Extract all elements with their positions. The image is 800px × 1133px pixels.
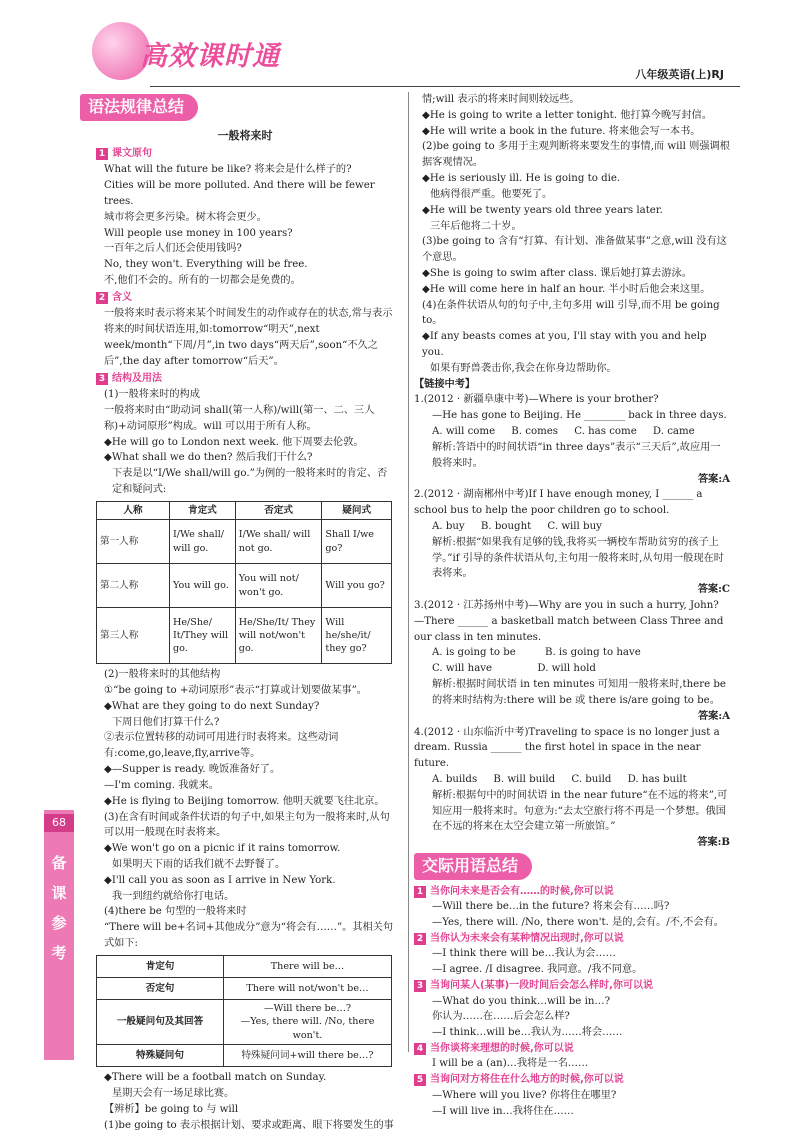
- page-number: 68: [44, 814, 74, 832]
- text-line: (1)be going to 表示根据计划、要求或距离、眼下将要发生的事: [104, 1119, 394, 1131]
- text-line: ◆He is seriously ill. He is going to die.: [422, 173, 621, 185]
- side-tab: [44, 810, 74, 1060]
- text-line: 如果有野兽袭击你,我会在你身边帮助你。: [430, 362, 617, 374]
- topic-label: 当你问未来是否会有……的时候,你可以说: [430, 885, 614, 897]
- topic-line: —I agree. /I disagree. 我同意。/我不同意。: [432, 964, 643, 976]
- topic-line: I will be a (an)…我将是一名……: [432, 1058, 589, 1070]
- question-text: 1.(2012 · 新疆阜康中考)—Where is your brother?: [414, 394, 659, 406]
- question-options: A. is going to be B. is going to have: [432, 647, 641, 659]
- topic-number: 4: [414, 1043, 426, 1055]
- table-cell: He/She/It/ They will not/won't go.: [235, 608, 322, 664]
- text-line: ◆What shall we do then? 然后我们干什么?: [104, 452, 313, 464]
- book-title: 八年级英语(上)RJ: [635, 68, 724, 81]
- text-line: (2)一般将来时的其他结构: [104, 669, 221, 681]
- table-cell: 第三人称: [97, 608, 170, 664]
- question-answer: 答案:C: [697, 583, 730, 596]
- topic-line: 你认为……在……后会怎么样?: [432, 1011, 570, 1023]
- text-line: ①“be going to +动词原形”表示“打算或计划要做某事”。: [104, 685, 367, 697]
- topic-line: —Where will you live? 你将住在哪里?: [432, 1089, 617, 1101]
- text-line: ◆I'll call you as soon as I arrive in New York.: [104, 874, 336, 886]
- link-exam-title: 【链接中考】: [414, 378, 476, 390]
- topic-label: 当你认为未来会有某种情况出现时,你可以说: [430, 932, 624, 944]
- column-divider: [408, 92, 409, 1052]
- there-be-table: [96, 955, 392, 1067]
- table-cell: You will not/ won't go.: [235, 564, 322, 608]
- left-column: [88, 92, 394, 1133]
- topic-label: 当询问某人(某事)一段时间后会怎么样时,你可以说: [430, 980, 653, 992]
- text-line: 他病得很严重。他要死了。: [430, 188, 553, 200]
- question-3: [414, 598, 730, 725]
- table-header-row: [97, 501, 392, 519]
- text-line: 三年后他将二十岁。: [430, 220, 522, 232]
- table-header: 疑问式: [322, 501, 392, 519]
- text-line: ◆He will come here in half an hour. 半小时后他会来这里。: [422, 283, 711, 295]
- text-line: 城市将会更多污染。树木将会更少。: [104, 211, 267, 223]
- topic-label: 当询问对方将住在什么地方的时候,你可以说: [430, 1074, 624, 1086]
- question-text: —He has gone to Beijing. He ________ back in three days.: [432, 410, 727, 422]
- table-row: [97, 955, 392, 977]
- text-line: No, they won't. Everything will be free.: [104, 259, 308, 271]
- text-line: 一般将来时由“助动词 shall(第一人称)/will(第一、二、三人称)+动词原形”构成。will 可以用于所有人称。: [104, 404, 375, 432]
- text-line: (3)be going to 含有“打算、有计划、准备做某事”之意,will 没有这个意思。: [422, 236, 727, 264]
- text-line: ◆There will be a football match on Sunday.: [104, 1072, 327, 1084]
- section-number: 3: [96, 373, 108, 385]
- side-char: 课: [51, 884, 67, 902]
- topic-number: 5: [414, 1074, 426, 1086]
- text-line: 下周日他们打算干什么?: [112, 716, 220, 728]
- page-header: [0, 0, 800, 100]
- topic-heading: [414, 884, 730, 900]
- question-explanation: 解析:根据句中的时间状语 in the near future“在不远的将来”,可知应用一般将来时。句意为:“去太空旅行将不再是一个梦想。俄国在不远的将来在太空会建立第一所旅馆。”: [432, 789, 728, 833]
- question-options: A. buy B. bought C. will buy: [432, 520, 602, 532]
- topic-number: 3: [414, 980, 426, 992]
- question-options: A. will come B. comes C. has come D. came: [432, 426, 695, 438]
- communication-banner: 交际用语总结: [414, 853, 532, 880]
- table-cell: 特殊疑问句: [97, 1045, 224, 1067]
- section-1-body: [96, 162, 394, 289]
- text-line: 一百年之后人们还会使用钱吗?: [104, 243, 242, 255]
- right-notes: [414, 92, 730, 377]
- text-line: (4)there be 句型的一般将来时: [104, 906, 247, 918]
- table-row: [97, 608, 392, 664]
- table-cell: Shall I/we go?: [322, 520, 392, 564]
- table-cell: There will be…: [224, 955, 392, 977]
- text-line: 我一到纽约就给你打电话。: [112, 890, 235, 902]
- section-3-body-cont: [96, 667, 394, 952]
- right-column: [414, 92, 730, 1119]
- table-cell: He/She/ It/They will go.: [170, 608, 236, 664]
- topic-line: —Will there be…in the future? 将来会有……吗?: [432, 901, 670, 913]
- grammar-title: 一般将来时: [217, 128, 273, 142]
- side-char: 考: [51, 944, 67, 962]
- text-line: (3)在含有时间或条件状语的句子中,如果主句为一般将来时,从句可以用一般现在时表将来。: [104, 811, 390, 839]
- table-header: 人称: [97, 501, 170, 519]
- side-char: 参: [51, 914, 67, 932]
- topic-heading: [414, 978, 730, 994]
- text-line: (2)be going to 多用于主观判断将来要发生的事情,而 will 则强调根据客观情况。: [422, 141, 730, 169]
- section-heading: [96, 290, 394, 306]
- table-row: [97, 999, 392, 1044]
- text-line: Cities will be more polluted. And there will be fewer trees.: [104, 180, 375, 207]
- topic-number: 1: [414, 886, 426, 898]
- text-line: ◆She is going to swim after class. 课后她打算去游泳。: [422, 267, 692, 279]
- section-heading: [96, 146, 394, 162]
- question-1: [414, 392, 730, 487]
- text-line: ◆What are they going to do next Sunday?: [104, 700, 320, 712]
- communication-topics: [414, 884, 730, 1120]
- header-rule: [150, 86, 740, 87]
- section-heading: [96, 371, 394, 387]
- text-line: (4)在条件状语从句的句子中,主句多用 will 引导,而不用 be going to。: [422, 299, 720, 327]
- table-row: [97, 1045, 392, 1067]
- text-line: ◆If any beasts comes at you, I'll stay with you and help you.: [422, 331, 707, 358]
- table-cell: 第二人称: [97, 564, 170, 608]
- grammar-banner: 语法规律总结: [80, 94, 198, 121]
- section-label: 结构及用法: [112, 372, 162, 384]
- topic-heading: [414, 1041, 730, 1057]
- topic-line: —I think there will be…我认为会……: [432, 948, 616, 960]
- question-options: C. will have D. will hold: [432, 663, 596, 675]
- table-cell: I/We shall/ will go.: [170, 520, 236, 564]
- topic-label: 当你谈将来理想的时候,你可以说: [430, 1042, 574, 1054]
- table-row: [97, 564, 392, 608]
- text-line: ②表示位置转移的动词可用进行时表将来。这些动词有:come,go,leave,fly,arrive等。: [104, 732, 339, 760]
- question-text: 3.(2012 · 江苏扬州中考)—Why are you in such a hurry, John? —There ______ a basketball match between Class Three and our class in ten minutes.: [414, 600, 724, 643]
- table-row: [97, 977, 392, 999]
- question-answer: 答案:B: [697, 836, 730, 849]
- table-cell: 特殊疑问词+will there be…?: [224, 1045, 392, 1067]
- topic-line: —I will live in…我将住在……: [432, 1105, 574, 1117]
- question-4: [414, 725, 730, 852]
- text-line: —I'm coming. 我就来。: [104, 779, 219, 791]
- section-label: 含义: [112, 291, 132, 303]
- text-line: ◆He will be twenty years old three years later.: [422, 204, 663, 216]
- question-explanation: 解析:根据“如果我有足够的钱,我将买一辆校车帮助贫穷的孩子上学。”if 引导的条件状语从句,主句用一般将来时,从句用一般现在时表将来。: [432, 536, 724, 580]
- question-explanation: 解析:根据时间状语 in ten minutes 可知用一般将来时,there be 的将来时结构为:there will be 或 there is/are going to be。: [432, 679, 726, 706]
- text-line: ◆We won't go on a picnic if it rains tomorrow.: [104, 843, 341, 855]
- text-line: 下表是以“I/We shall/will go.”为例的一般将来时的肯定、否定和疑问式:: [112, 468, 388, 495]
- question-options: A. builds B. will build C. build D. has built: [432, 773, 687, 785]
- table-cell: You will go.: [170, 564, 236, 608]
- table-cell: 否定句: [97, 977, 224, 999]
- question-answer: 答案:A: [697, 472, 730, 485]
- section-3-body: [96, 387, 394, 498]
- side-tab-text: [44, 848, 74, 968]
- text-line: 不,他们不会的。所有的一切都会是免费的。: [104, 275, 301, 287]
- question-text: 2.(2012 · 湖南郴州中考)If I have enough money, I ______ a school bus to help the poor children go to school.: [414, 489, 703, 517]
- text-line: ◆He is going to write a letter tonight. 他打算今晚写封信。: [422, 109, 712, 121]
- text-line: 星期天会有一场足球比赛。: [112, 1087, 235, 1099]
- table-cell: I/We shall/ will not go.: [235, 520, 322, 564]
- topic-line: —I think…will be…我认为……将会……: [432, 1027, 623, 1039]
- text-line: 【辨析】be going to 与 will: [104, 1103, 239, 1115]
- text-line: “There will be+名词+其他成分”意为“将会有……”。其相关句式如下:: [104, 922, 394, 950]
- logo-title: 高效课时通: [140, 41, 280, 72]
- topic-heading: [414, 931, 730, 947]
- table-cell: Will you go?: [322, 564, 392, 608]
- topic-line: —Yes, there will. /No, there won't. 是的,会有。/不,不会有。: [432, 917, 724, 929]
- topic-line: —What do you think…will be in…?: [432, 995, 611, 1007]
- table-cell: There will not/won't be…: [224, 977, 392, 999]
- section-3-body-end: [96, 1070, 394, 1133]
- section-label: 课文原句: [112, 147, 152, 159]
- text-line: 情;will 表示的将来时间则较远些。: [422, 94, 580, 105]
- text-line: ◆He is flying to Beijing tomorrow. 他明天就要飞往北京。: [104, 795, 385, 807]
- section-2-body: 一般将来时表示将来某个时间发生的动作或存在的状态,常与表示将来的时间状语连用,如:tomorrow“明天”,next week/month“下周/月”,in two days“两天后”,soon“不久之后”,the day after tomorrow“后天”。: [104, 308, 393, 367]
- section-number: 2: [96, 292, 108, 304]
- text-line: (1)一般将来时的构成: [104, 389, 200, 401]
- text-line: ◆He will go to London next week. 他下周要去伦敦。: [104, 436, 364, 448]
- table-cell: 第一人称: [97, 520, 170, 564]
- text-line: What will the future be like? 将来会是什么样子的?: [104, 164, 352, 176]
- section-number: 1: [96, 148, 108, 160]
- table-cell: Will he/she/it/ they go?: [322, 608, 392, 664]
- person-table: [96, 501, 392, 664]
- side-char: 备: [51, 854, 67, 872]
- table-row: [97, 520, 392, 564]
- topic-number: 2: [414, 933, 426, 945]
- question-answer: 答案:A: [697, 709, 730, 722]
- text-line: 如果明天下雨的话我们就不去野餐了。: [112, 858, 286, 870]
- question-explanation: 解析:答语中的时间状语“in three days”表示“三天后”,故应用一般将来时。: [432, 441, 721, 469]
- question-text: 4.(2012 · 山东临沂中考)Traveling to space is no longer just a dream. Russia ______ the first hotel in space in the near future.: [414, 726, 720, 770]
- table-cell: 肯定句: [97, 955, 224, 977]
- topic-heading: [414, 1072, 730, 1088]
- table-header: 否定式: [235, 501, 322, 519]
- question-2: [414, 487, 730, 598]
- text-line: ◆He will write a book in the future. 将来他会写一本书。: [422, 125, 701, 137]
- table-cell: 一般疑问句及其回答: [97, 999, 224, 1044]
- text-line: ◆—Supper is ready. 晚饭准备好了。: [104, 764, 281, 776]
- text-line: Will people use money in 100 years?: [104, 227, 293, 239]
- table-header: 肯定式: [170, 501, 236, 519]
- table-cell: —Will there be…? —Yes, there will. /No, there won't.: [224, 999, 392, 1044]
